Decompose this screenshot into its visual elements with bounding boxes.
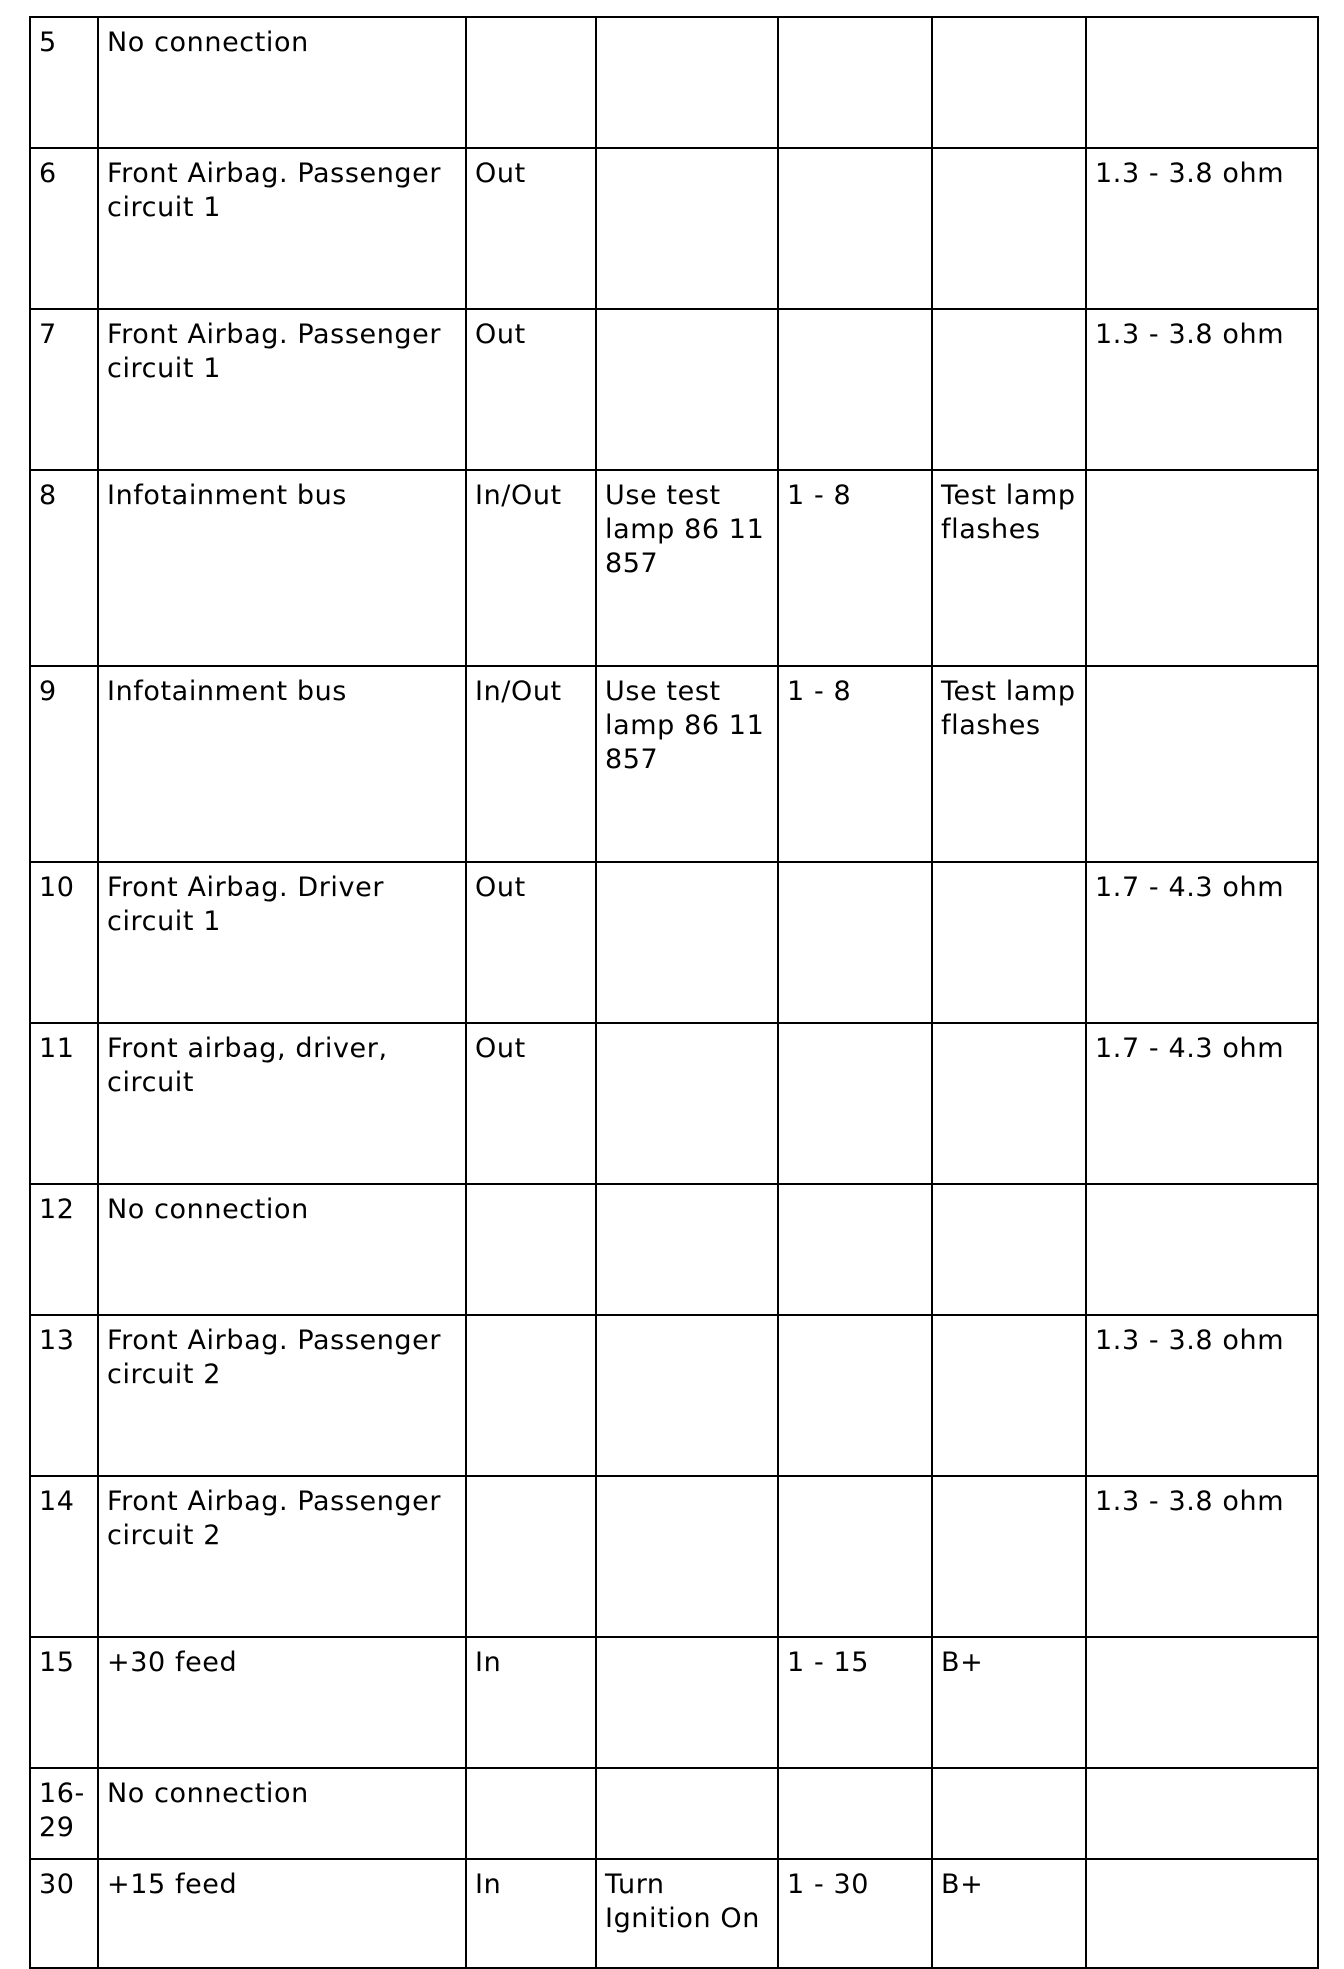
signal-cell: Out (466, 862, 596, 1023)
condition-cell (596, 1637, 778, 1768)
description-cell: Front Airbag. Driver circuit 1 (98, 862, 466, 1023)
condition-cell (596, 1768, 778, 1859)
pin-cell: 5 (30, 17, 98, 148)
description-cell: Front airbag, driver, circuit (98, 1023, 466, 1184)
nominal-cell (932, 1768, 1086, 1859)
pin-cell: 8 (30, 470, 98, 666)
signal-cell: In/Out (466, 666, 596, 862)
description-cell: Front Airbag. Passenger circuit 2 (98, 1476, 466, 1637)
resistance-cell: 1.3 - 3.8 ohm (1086, 1315, 1318, 1476)
table-row (30, 1476, 1318, 1637)
resistance-cell: 1.7 - 4.3 ohm (1086, 1023, 1318, 1184)
condition-cell: Use test lamp 86 11 857 (596, 470, 778, 666)
measure-cell (778, 309, 932, 470)
nominal-cell (932, 17, 1086, 148)
condition-cell (596, 148, 778, 309)
description-cell: Infotainment bus (98, 666, 466, 862)
table-row (30, 1184, 1318, 1315)
nominal-cell (932, 1184, 1086, 1315)
condition-cell (596, 17, 778, 148)
measure-cell (778, 1315, 932, 1476)
measure-cell (778, 862, 932, 1023)
condition-cell (596, 862, 778, 1023)
condition-cell (596, 1184, 778, 1315)
table-row (30, 666, 1318, 862)
nominal-cell (932, 148, 1086, 309)
measure-cell: 1 - 30 (778, 1859, 932, 1968)
description-cell: No connection (98, 17, 466, 148)
signal-cell (466, 1184, 596, 1315)
pin-cell: 14 (30, 1476, 98, 1637)
pin-cell: 15 (30, 1637, 98, 1768)
signal-cell: Out (466, 148, 596, 309)
resistance-cell (1086, 1859, 1318, 1968)
resistance-cell: 1.3 - 3.8 ohm (1086, 1476, 1318, 1637)
pin-cell: 12 (30, 1184, 98, 1315)
resistance-cell (1086, 1768, 1318, 1859)
resistance-cell: 1.7 - 4.3 ohm (1086, 862, 1318, 1023)
condition-cell: Turn Ignition On (596, 1859, 778, 1968)
pin-cell: 16-29 (30, 1768, 98, 1859)
measure-cell (778, 148, 932, 309)
pin-cell: 11 (30, 1023, 98, 1184)
condition-cell (596, 309, 778, 470)
condition-cell: Use test lamp 86 11 857 (596, 666, 778, 862)
description-cell: No connection (98, 1768, 466, 1859)
description-cell: Front Airbag. Passenger circuit 2 (98, 1315, 466, 1476)
signal-cell (466, 1768, 596, 1859)
table-row (30, 17, 1318, 148)
measure-cell (778, 17, 932, 148)
pin-cell: 6 (30, 148, 98, 309)
nominal-cell: B+ (932, 1637, 1086, 1768)
nominal-cell (932, 1476, 1086, 1637)
table-row (30, 1315, 1318, 1476)
resistance-cell (1086, 17, 1318, 148)
measure-cell: 1 - 8 (778, 666, 932, 862)
table-row (30, 470, 1318, 666)
measure-cell: 1 - 15 (778, 1637, 932, 1768)
table-row (30, 1637, 1318, 1768)
signal-cell (466, 1315, 596, 1476)
nominal-cell (932, 309, 1086, 470)
measure-cell (778, 1184, 932, 1315)
pin-cell: 30 (30, 1859, 98, 1968)
description-cell: No connection (98, 1184, 466, 1315)
resistance-cell (1086, 1637, 1318, 1768)
pin-cell: 7 (30, 309, 98, 470)
resistance-cell: 1.3 - 3.8 ohm (1086, 309, 1318, 470)
signal-cell: In (466, 1859, 596, 1968)
pin-assignment-table (29, 16, 1319, 1969)
nominal-cell (932, 1315, 1086, 1476)
resistance-cell (1086, 470, 1318, 666)
description-cell: +30 feed (98, 1637, 466, 1768)
description-cell: Front Airbag. Passenger circuit 1 (98, 309, 466, 470)
condition-cell (596, 1476, 778, 1637)
pin-cell: 13 (30, 1315, 98, 1476)
signal-cell: Out (466, 309, 596, 470)
signal-cell: In (466, 1637, 596, 1768)
measure-cell: 1 - 8 (778, 470, 932, 666)
condition-cell (596, 1315, 778, 1476)
condition-cell (596, 1023, 778, 1184)
pin-cell: 9 (30, 666, 98, 862)
table-row (30, 309, 1318, 470)
measure-cell (778, 1476, 932, 1637)
nominal-cell (932, 1023, 1086, 1184)
measure-cell (778, 1768, 932, 1859)
table-row (30, 148, 1318, 309)
signal-cell (466, 17, 596, 148)
description-cell: Infotainment bus (98, 470, 466, 666)
signal-cell: In/Out (466, 470, 596, 666)
resistance-cell: 1.3 - 3.8 ohm (1086, 148, 1318, 309)
nominal-cell: B+ (932, 1859, 1086, 1968)
measure-cell (778, 1023, 932, 1184)
signal-cell (466, 1476, 596, 1637)
table-row (30, 1023, 1318, 1184)
table-row (30, 862, 1318, 1023)
table-row (30, 1768, 1318, 1859)
description-cell: Front Airbag. Passenger circuit 1 (98, 148, 466, 309)
nominal-cell: Test lamp flashes (932, 666, 1086, 862)
resistance-cell (1086, 1184, 1318, 1315)
pin-cell: 10 (30, 862, 98, 1023)
table-row (30, 1859, 1318, 1968)
description-cell: +15 feed (98, 1859, 466, 1968)
signal-cell: Out (466, 1023, 596, 1184)
resistance-cell (1086, 666, 1318, 862)
nominal-cell: Test lamp flashes (932, 470, 1086, 666)
nominal-cell (932, 862, 1086, 1023)
